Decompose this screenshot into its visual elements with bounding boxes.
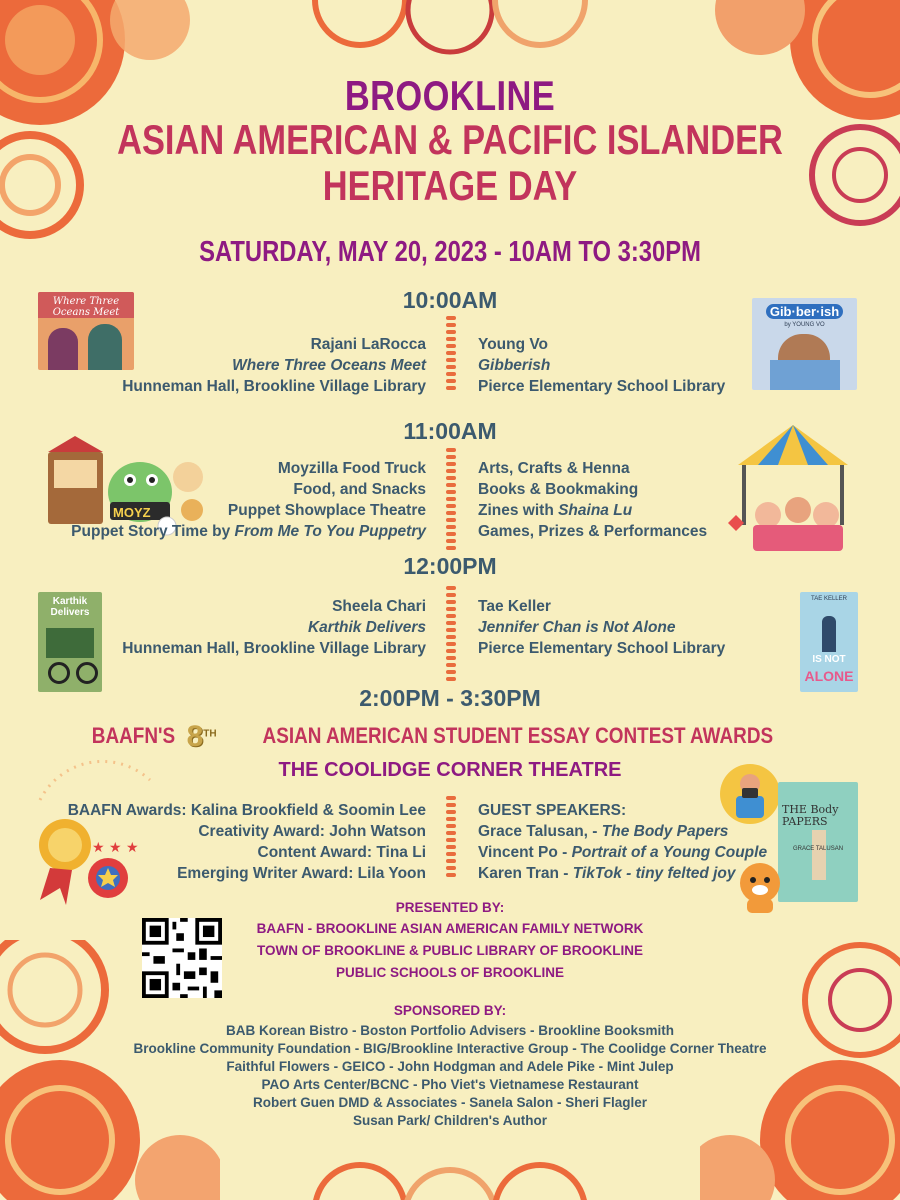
book-title-line1: IS NOT: [812, 654, 846, 665]
contest-title: [0, 720, 900, 754]
photographer-illustration: [718, 762, 782, 826]
author-rajani-larocca: Rajani LaRocca: [310, 336, 426, 353]
puppet-story-time: Puppet Story Time by From Me To You Puppetry: [71, 523, 426, 540]
award-content: Content Award: Tina Li: [257, 844, 426, 861]
presented-by-title: PRESENTED BY:: [395, 900, 505, 915]
qr-code[interactable]: [142, 918, 222, 998]
slot2-right: [478, 458, 707, 542]
contest-pre: BAAFN'S: [92, 723, 176, 748]
books-bookmaking: Books & Bookmaking: [478, 481, 639, 498]
decorative-bottom-center: [300, 1140, 600, 1200]
title-brookline: BROOKLINE: [344, 72, 556, 119]
arts-crafts-henna: Arts, Crafts & Henna: [478, 460, 630, 477]
presenter-schools: PUBLIC SCHOOLS OF BROOKLINE: [335, 965, 564, 980]
book-author: GRACE TALUSAN: [792, 846, 844, 852]
svg-text:★ ★ ★: ★ ★ ★: [92, 840, 139, 856]
author-young-vo: Young Vo: [478, 336, 549, 353]
divider: [446, 586, 456, 684]
author-sheela-chari: Sheela Chari: [332, 598, 426, 615]
sponsors-line-3: Faithful Flowers - GEICO - John Hodgman and Adele Pike - Mint Julep: [226, 1059, 674, 1074]
book-title-where-three-oceans-meet: Where Three Oceans Meet: [232, 357, 426, 374]
location-hunneman-hall: Hunneman Hall, Brookline Village Library: [122, 378, 426, 395]
guest-speakers-title: GUEST SPEAKERS:: [478, 802, 627, 819]
book-cover-karthik-delivers: [38, 592, 102, 692]
sponsors-line-2: Brookline Community Foundation - BIG/Brookline Interactive Group - The Coolidge Corner Theatre: [133, 1041, 767, 1056]
sponsors-line-4: PAO Arts Center/BCNC - Pho Viet's Vietnamese Restaurant: [261, 1077, 639, 1092]
time-10am: 10:00AM: [402, 287, 498, 313]
book-title: Karthik Delivers: [50, 596, 90, 618]
divider: [446, 448, 456, 553]
contest-post: ASIAN AMERICAN STUDENT ESSAY CONTEST AWARDS: [262, 723, 774, 748]
presenter-town-library: TOWN OF BROOKLINE & PUBLIC LIBRARY OF BROOKLINE: [257, 943, 643, 958]
slot1-left: [122, 334, 426, 397]
book-title-jennifer-chan: Jennifer Chan is Not Alone: [478, 619, 676, 636]
award-emerging-writer: Emerging Writer Award: Lila Yoon: [177, 865, 426, 882]
book-cover-the-body-papers: [778, 782, 858, 902]
presenter-baafn: BAAFN - BROOKLINE ASIAN AMERICAN FAMILY NETWORK: [256, 921, 644, 936]
book-author: by YOUNG VO: [784, 322, 825, 328]
speaker-grace-talusan: Grace Talusan, - The Body Papers: [478, 823, 729, 840]
moyzilla-food-truck: Moyzilla Food Truck: [277, 460, 426, 477]
award-creativity: Creativity Award: John Watson: [198, 823, 426, 840]
venue-coolidge: THE COOLIDGE CORNER THEATRE: [278, 759, 622, 781]
truck-label: MOYZ: [113, 505, 151, 520]
slot1-right: [478, 334, 725, 397]
food-and-snacks: Food, and Snacks: [293, 481, 426, 498]
author-tae-keller: Tae Keller: [478, 598, 551, 615]
location-hunneman-hall: Hunneman Hall, Brookline Village Library: [122, 640, 426, 657]
book-title: Gib·ber·ish: [766, 304, 843, 319]
book-title: Where Three Oceans Meet: [52, 296, 120, 318]
book-title-line2: ALONE: [804, 668, 854, 684]
sponsored-by-title: SPONSORED BY:: [393, 1003, 507, 1018]
location-pierce-library: Pierce Elementary School Library: [478, 378, 726, 395]
slot3-right: [478, 596, 725, 659]
speaker-vincent-po: Vincent Po - Portrait of a Young Couple: [478, 844, 768, 861]
award-baafn: BAAFN Awards: Kalina Brookfield & Soomin Lee: [67, 802, 426, 819]
from-me-to-you-puppetry: From Me To You Puppetry: [234, 523, 426, 540]
event-date: SATURDAY, MAY 20, 2023 - 10AM TO 3:30PM: [199, 236, 701, 268]
book-cover-gibberish: [752, 298, 857, 390]
puppet-showplace-theatre: Puppet Showplace Theatre: [227, 502, 426, 519]
book-cover-where-three-oceans-meet: [38, 292, 134, 370]
time-12pm: 12:00PM: [403, 553, 497, 579]
contest-sup: TH: [203, 728, 217, 740]
carnival-tent-illustration: [728, 420, 858, 555]
slot3-left: [122, 596, 426, 659]
book-title-gibberish: Gibberish: [478, 357, 551, 374]
awards-list: [68, 800, 426, 884]
games-prizes-performances: Games, Prizes & Performances: [478, 523, 708, 540]
sponsors-line-5: Robert Guen DMD & Associates - Sanela Salon - Sheri Flagler: [252, 1095, 648, 1110]
contest-number: 8: [186, 720, 204, 753]
slot2-left: [71, 458, 426, 542]
divider: [446, 316, 456, 393]
zines-shaina-lu: Zines with Shaina Lu: [478, 502, 633, 519]
location-pierce-library: Pierce Elementary School Library: [478, 640, 726, 657]
title-heritage-day: HERITAGE DAY: [322, 162, 578, 209]
title-aapi: ASIAN AMERICAN & PACIFIC ISLANDER: [117, 116, 783, 163]
divider: [446, 796, 456, 880]
time-11am: 11:00AM: [403, 418, 497, 444]
book-title: THE Body PAPERS: [782, 803, 839, 828]
book-cover-jennifer-chan: [800, 592, 858, 692]
book-title-karthik-delivers: Karthik Delivers: [307, 619, 426, 636]
book-author: TAE KELLER: [811, 596, 847, 602]
sponsors-line-6: Susan Park/ Children's Author: [353, 1113, 547, 1128]
time-2pm: 2:00PM - 3:30PM: [359, 685, 541, 711]
decorative-top-center: [300, 0, 600, 70]
speaker-karen-tran: Karen Tran - TikTok - tiny felted joy: [478, 865, 736, 882]
sponsors-line-1: BAB Korean Bistro - Boston Portfolio Advisers - Brookline Booksmith: [225, 1023, 675, 1038]
